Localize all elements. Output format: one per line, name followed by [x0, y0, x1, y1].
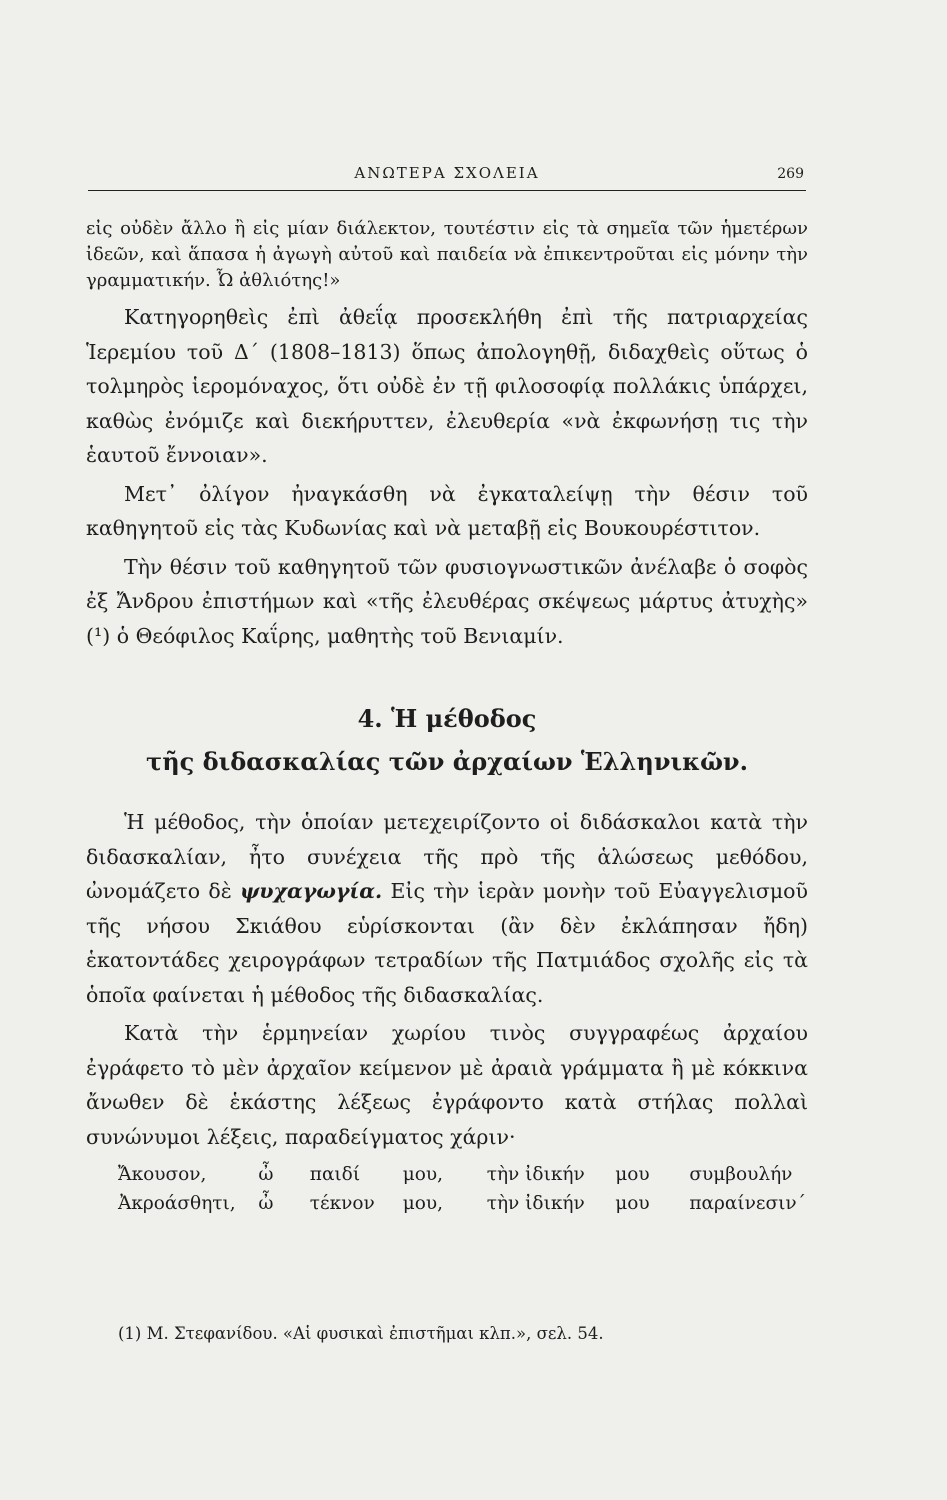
verse-word: Ἀκροάσθητι, — [118, 1193, 236, 1214]
method-text-before: Ἡ μέθοδος, τὴν ὁποίαν μετεχειρίζοντο οἱ διδάσκαλοι κατὰ τὴν διδασκαλίαν, ἦτο συνέχεια τῆς πρὸ τῆς ἁλώσεως μεθόδου, ὠνομάζετο δὲ — [86, 810, 808, 903]
verse-example — [86, 1160, 808, 1218]
verse-word: μου, — [402, 1193, 443, 1214]
section-heading-line-1: 4. Ἡ μέθοδος — [357, 704, 537, 733]
paragraph-successor: Τὴν θέσιν τοῦ καθηγητοῦ τῶν φυσιογνωστικῶν ἀνέλαβε ὁ σοφὸς ἐξ Ἄνδρου ἐπιστήμων καὶ «τῆς ἐλευθέρας σκέψεως μάρτυς ἀτυχὴς» (¹) ὁ Θεόφιλος Καΐρης, μαθητὴς τοῦ Βενιαμίν. — [86, 554, 808, 648]
paragraph-quote-end: εἰς οὐδὲν ἄλλο ἢ εἰς μίαν διάλεκτον, τουτέστιν εἰς τὰ σημεῖα τῶν ἡμετέρων ἰδεῶν, καὶ ἅπασα ἡ ἀγωγὴ αὐτοῦ καὶ παιδεία νὰ ἐπικεντροῦται εἰς μόνην τὴν γραμματικήν. Ὦ ἀθλιότης!» — [86, 218, 808, 291]
verse-word: μου — [615, 1164, 650, 1185]
paragraph-interpretation: Κατὰ τὴν ἑρμηνείαν χωρίου τινὸς συγγραφέως ἀρχαίου ἐγράφετο τὸ μὲν ἀρχαῖον κείμενον μὲ ἀραιὰ γράμματα ἢ μὲ κόκκινα ἄνωθεν δὲ ἑκάστης λέξεως ἐγράφοντο κατὰ στήλας πολλαὶ συνώνυμοι λέξεις, παραδείγματος χάριν· — [86, 1021, 808, 1149]
page-number: 269 — [777, 166, 804, 182]
verse-word: ὦ — [258, 1193, 274, 1214]
paragraph-method — [86, 805, 808, 1012]
verse-word: Ἄκουσον, — [118, 1164, 207, 1185]
verse-word: παιδί — [309, 1164, 361, 1185]
running-head: ΑΝΩΤΕΡΑ ΣΧΟΛΕΙΑ — [354, 164, 540, 182]
verse-word: μου — [615, 1193, 650, 1214]
footnote: (1) Μ. Στεφανίδου. «Αἱ φυσικαὶ ἐπιστῆμαι κλπ.», σελ. 54. — [118, 1324, 604, 1343]
verse-word: συμβουλήν — [689, 1164, 793, 1185]
verse-word: ὦ — [258, 1164, 274, 1185]
verse-word: τέκνον — [309, 1193, 375, 1214]
verse-row — [86, 1160, 808, 1189]
method-term: ψυχαγωγία. — [240, 879, 383, 903]
section-heading-line-2: τῆς διδασκαλίας τῶν ἀρχαίων Ἑλληνικῶν. — [146, 747, 748, 776]
verse-word: τὴν ἰδικήν — [486, 1193, 585, 1214]
method-text-after: Εἰς τὴν ἱερὰν μονὴν τοῦ Εὐαγγελισμοῦ τῆς νήσου Σκιάθου εὑρίσκονται (ἂν δὲν ἐκλάπησαν ἤδη) ἑκατοντάδες χειρογράφων τετραδίων τῆς Πατμιάδος σχολῆς εἰς τὰ ὁποῖα φαίνεται ἡ μέθοδος τῆς διδασκαλίας. — [86, 879, 808, 1007]
paragraph-accusation: Κατηγορηθεὶς ἐπὶ ἀθεΐᾳ προσεκλήθη ἐπὶ τῆς πατριαρχείας Ἱερεμίου τοῦ Δ΄ (1808–1813) ὅπως ἀπολογηθῇ, διδαχθεὶς οὕτως ὁ τολμηρὸς ἱερομόναχος, ὅτι οὐδὲ ἐν τῇ φιλοσοφίᾳ πολλάκις ὑπάρχει, καθὼς ἐνόμιζε καὶ διεκήρυττεν, ἐλευθερία «νὰ ἐκφωνήσῃ τις τὴν ἑαυτοῦ ἔννοιαν». — [86, 305, 808, 467]
page-header — [88, 160, 806, 191]
verse-word: μου, — [402, 1164, 443, 1185]
paragraph-departure: Μετ᾽ ὀλίγον ἠναγκάσθη νὰ ἐγκαταλείψῃ τὴν θέσιν τοῦ καθηγητοῦ εἰς τὰς Κυδωνίας καὶ νὰ μεταβῇ εἰς Βουκουρέστιτον. — [86, 481, 808, 540]
verse-row — [86, 1189, 808, 1218]
verse-word: τὴν ἰδικήν — [486, 1164, 585, 1185]
body-text — [86, 216, 808, 1218]
verse-word: παραίνεσιν΄ — [689, 1193, 806, 1214]
section-heading — [86, 697, 808, 783]
